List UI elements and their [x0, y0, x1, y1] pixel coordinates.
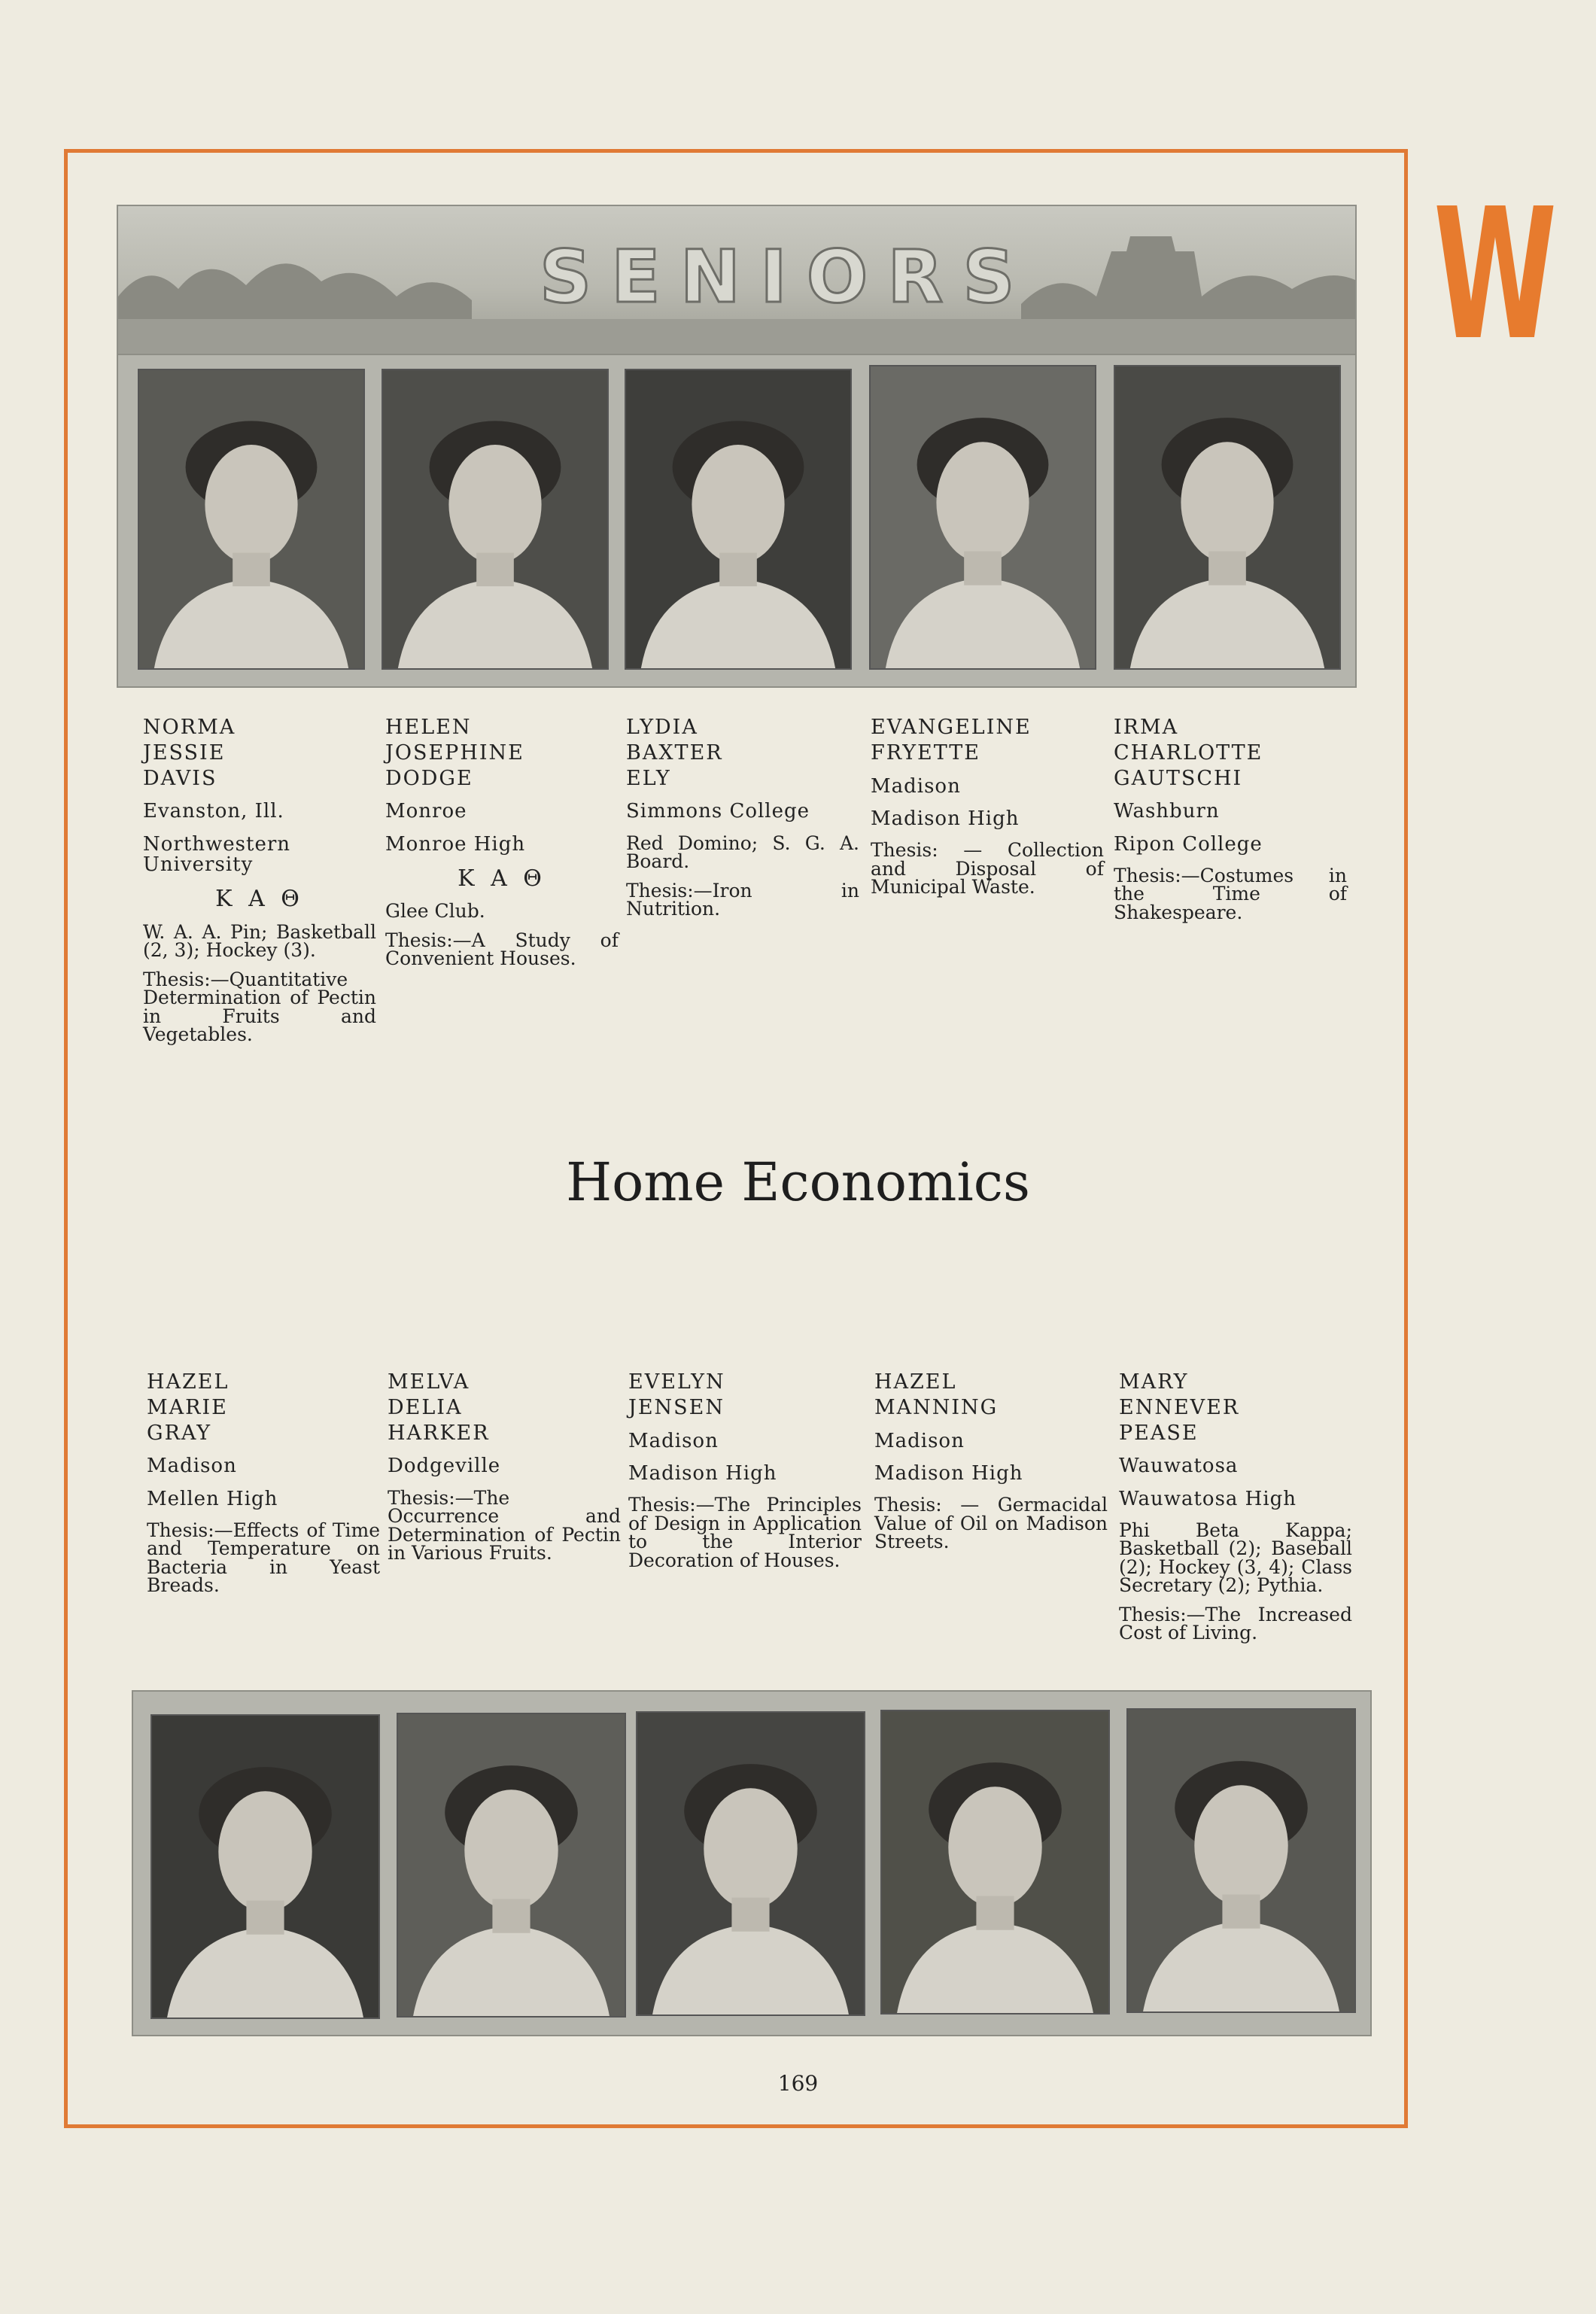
student-detail: Monroe: [385, 800, 467, 823]
student-detail: Ripon College: [1114, 832, 1263, 856]
student-name-line: PEASE: [1119, 1421, 1199, 1445]
student-paragraph: W. A. A. Pin; Basketball (2, 3); Hockey (3).: [143, 920, 376, 962]
student-name-line: JOSEPHINE: [385, 740, 524, 765]
student-name-line: FRYETTE: [871, 740, 980, 765]
student-portrait: [1114, 365, 1341, 670]
student-name-line: MARIE: [147, 1395, 228, 1419]
student-portrait: [138, 369, 365, 670]
student-entry: [1119, 1370, 1352, 1653]
student-name-line: MARY: [1119, 1370, 1189, 1394]
student-paragraph: Thesis: — Collection and Disposal of Municipal Waste.: [871, 839, 1104, 899]
student-name-line: BAXTER: [626, 740, 723, 765]
student-name-line: DELIA: [388, 1395, 463, 1419]
student-detail: Dodgeville: [388, 1455, 501, 1478]
student-name: [388, 1370, 621, 1446]
student-name-line: HELEN: [385, 716, 472, 739]
student-paragraph: Thesis:—Iron in Nutrition.: [626, 879, 859, 920]
student-detail: Madison: [871, 774, 961, 798]
side-tab-letter: W: [1433, 169, 1558, 380]
student-name-line: MELVA: [388, 1370, 470, 1394]
student-detail: Madison High: [628, 1461, 777, 1485]
student-paragraph: Thesis:—The Principles of Design in Application to the Interior Decoration of Houses.: [628, 1494, 862, 1571]
student-detail: Wauwatosa High: [1119, 1487, 1297, 1510]
student-detail: Wauwatosa: [1119, 1455, 1239, 1478]
student-name: [385, 715, 619, 791]
banner-title: SENIORS: [540, 235, 1035, 319]
student-name-line: ENNEVER: [1119, 1395, 1240, 1419]
student-paragraph: Thesis:—Quantitative Determination of Pectin in Fruits and Vegetables.: [143, 968, 376, 1046]
student-name-line: DODGE: [385, 766, 473, 790]
student-name-line: GRAY: [147, 1421, 212, 1445]
student-entry: [388, 1370, 621, 1574]
student-detail: Madison High: [874, 1461, 1023, 1485]
student-portrait: [880, 1710, 1110, 2014]
student-name-line: LYDIA: [626, 716, 698, 739]
student-name: [871, 715, 1104, 766]
student-detail: Northwestern University: [143, 832, 291, 876]
student-detail: Simmons College: [626, 800, 810, 823]
student-paragraph: Phi Beta Kappa; Basketball (2); Baseball (2); Hockey (3, 4); Class Secretary (2); Pythia.: [1119, 1519, 1352, 1597]
student-portrait: [150, 1714, 380, 2019]
student-name: [1119, 1370, 1352, 1446]
seniors-banner: [117, 205, 1357, 355]
student-name-line: MANNING: [874, 1395, 999, 1419]
student-entry: [871, 715, 1104, 908]
student-name-line: GAUTSCHI: [1114, 766, 1243, 790]
student-paragraph: Thesis:—Costumes in the Time of Shakespeare.: [1114, 864, 1347, 923]
student-entry: [143, 715, 376, 1055]
student-name: [628, 1370, 862, 1421]
student-name-line: HARKER: [388, 1421, 490, 1445]
student-portrait: [382, 369, 609, 670]
student-name: [143, 715, 376, 791]
student-paragraph: Thesis:—The Occurrence and Determination of Pectin in Various Fruits.: [388, 1486, 621, 1564]
student-detail: Madison: [628, 1429, 719, 1452]
fraternity-letters: Κ Α Θ: [215, 886, 304, 913]
student-paragraph: Red Domino; S. G. A. Board.: [626, 832, 859, 873]
student-portrait: [1126, 1708, 1356, 2013]
student-entry: [147, 1370, 380, 1606]
student-name-line: HAZEL: [147, 1370, 230, 1394]
student-portrait: [636, 1711, 865, 2016]
student-name-line: JESSIE: [143, 740, 226, 765]
student-name-line: JENSEN: [628, 1395, 725, 1419]
student-portrait: [625, 369, 852, 670]
student-name-line: ELY: [626, 766, 671, 790]
student-portrait: [869, 365, 1096, 670]
student-entry: [628, 1370, 862, 1580]
student-name-line: IRMA: [1114, 716, 1179, 739]
student-detail: Mellen High: [147, 1487, 278, 1510]
student-detail: Monroe High: [385, 832, 526, 856]
student-name: [147, 1370, 380, 1446]
student-detail: Madison High: [871, 807, 1020, 830]
student-detail: Madison: [147, 1455, 237, 1478]
student-detail: Washburn: [1114, 800, 1220, 823]
student-entry: [1114, 715, 1347, 932]
student-name-line: DAVIS: [143, 766, 217, 790]
student-name-line: CHARLOTTE: [1114, 740, 1263, 765]
student-name-line: NORMA: [143, 716, 236, 739]
student-entry: [626, 715, 859, 929]
student-detail: Evanston, Ill.: [143, 800, 284, 823]
student-portrait: [397, 1713, 626, 2018]
section-heading: Home Economics: [566, 1151, 1030, 1213]
page-number: 169: [777, 2071, 819, 2096]
fraternity-letters: Κ Α Θ: [458, 865, 546, 892]
student-name: [626, 715, 859, 791]
student-paragraph: Thesis: — Germacidal Value of Oil on Madison Streets.: [874, 1494, 1108, 1553]
student-paragraph: Thesis:—Effects of Time and Temperature on Bacteria in Yeast Breads.: [147, 1519, 380, 1597]
student-paragraph: Glee Club.: [385, 900, 485, 923]
student-name: [874, 1370, 1108, 1421]
student-name-line: EVANGELINE: [871, 716, 1032, 739]
student-paragraph: Thesis:—The Increased Cost of Living.: [1119, 1603, 1352, 1644]
student-entry: [385, 715, 619, 979]
student-name-line: EVELYN: [628, 1370, 725, 1394]
student-paragraph: Thesis:—A Study of Convenient Houses.: [385, 929, 619, 970]
student-name-line: HAZEL: [874, 1370, 957, 1394]
student-name: [1114, 715, 1347, 791]
student-entry: [874, 1370, 1108, 1562]
student-detail: Madison: [874, 1429, 965, 1452]
